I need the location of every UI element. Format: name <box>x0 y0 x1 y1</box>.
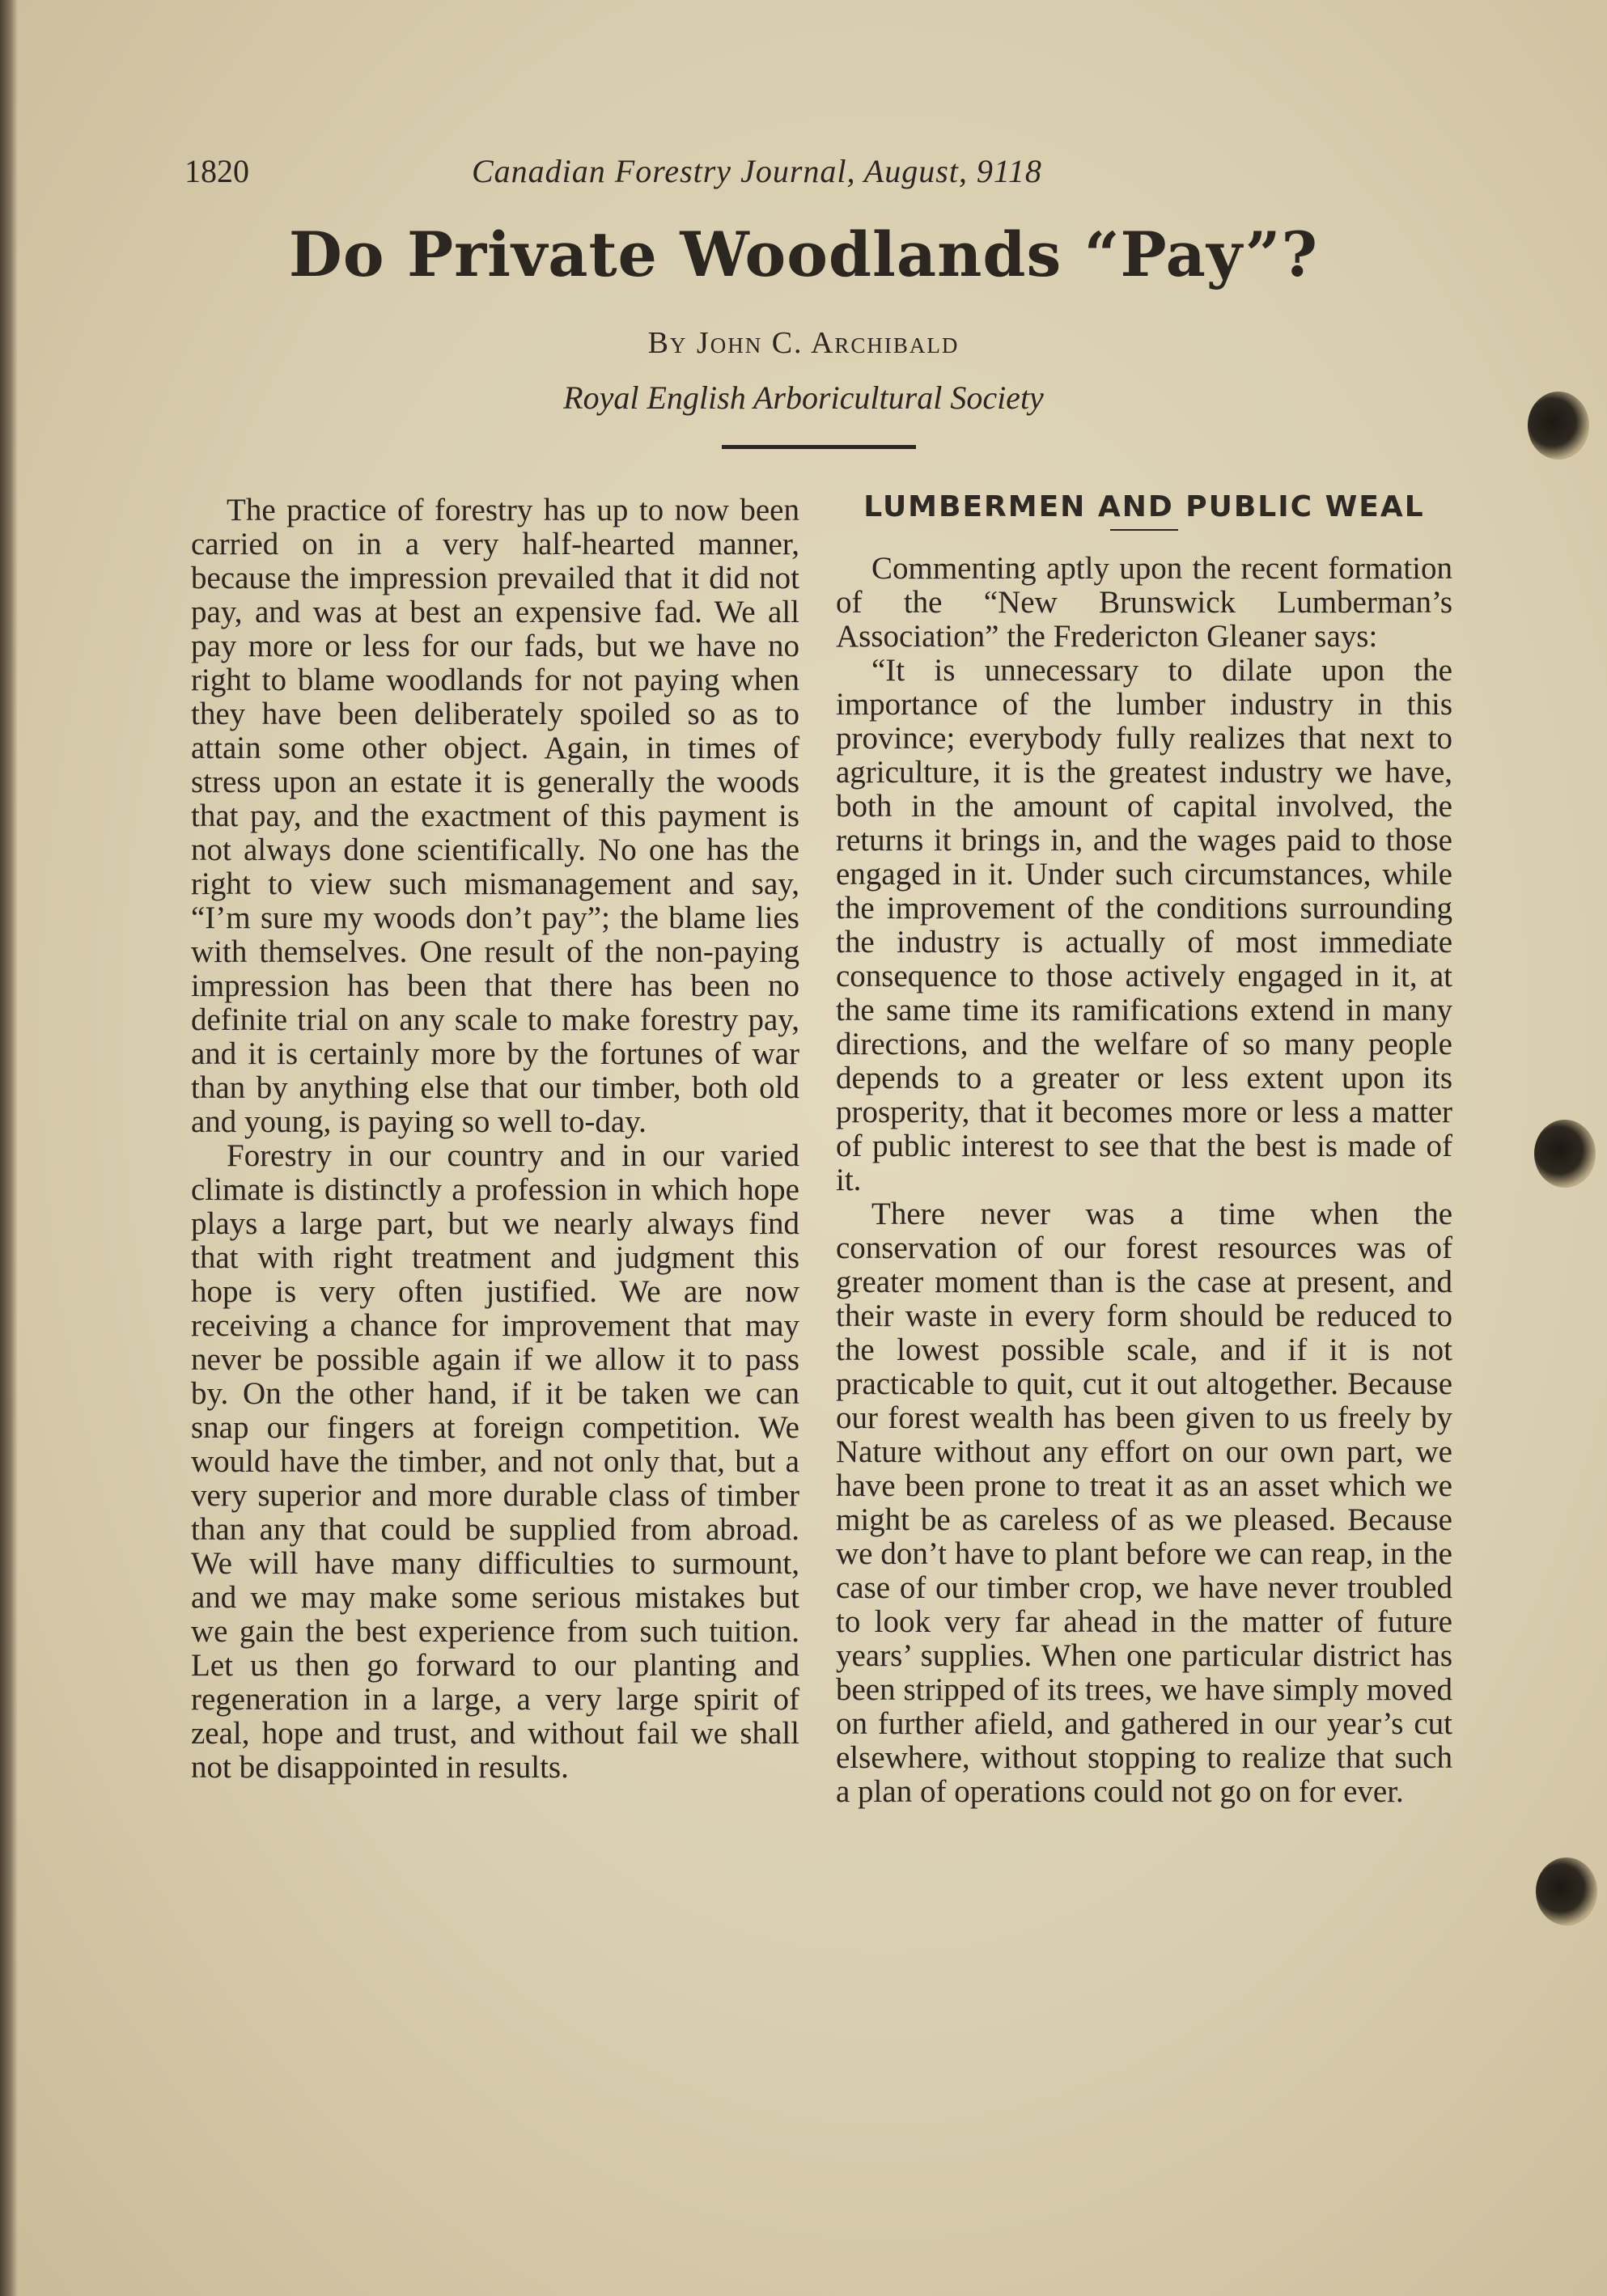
paragraph: Commenting aptly upon the recent formation of the “New Brunswick Lumberman’s Association” the Fredericton Gleaner says: <box>836 551 1452 654</box>
article-title: Do Private Woodlands “Pay”? <box>288 218 1319 290</box>
running-head <box>184 152 1447 201</box>
right-column <box>836 490 1452 1809</box>
binder-hole <box>1536 1858 1597 1925</box>
left-column <box>191 494 799 1785</box>
paragraph: There never was a time when the conservation of our forest resources was of greater moment than is the case at present, and their waste in every form should be reduced to the lowest possible scale, and if it is not practicable to quit, cut it out altogether. Because our forest wealth has been given to us freely by Nature without any effort on our own part, we have been prone to treat it as an asset which we might be as careless of as we pleased. Because we don’t have to plant before we can reap, in the case of our timber crop, we have never troubled to look very far ahead in the matter of future years’ supplies. When one particular district has been stripped of its trees, we have simply moved on further afield, and gathered in our year’s cut elsewhere, without stopping to realize that such a plan of operations could not go on for ever. <box>836 1197 1452 1809</box>
page-number: 1820 <box>184 153 249 189</box>
section-divider <box>1110 529 1178 531</box>
paragraph: “It is unnecessary to dilate upon the importance of the lumber industry in this province; everybody fully realizes that next to agriculture, it is the greatest industry we have, both in the amount of capital involved, the returns it brings in, and the wages paid to those engaged in it. Under such circumstances, while the improvement of the conditions surrounding the industry is actually of most immediate consequence to those actively engaged in it, at the same time its ramifications extend in many directions, and the welfare of so many people depends to a greater or less extent upon its prosperity, that it becomes more or less a matter of public interest to see that the best is made of it. <box>836 653 1452 1197</box>
author-affiliation: Royal English Arboricultural Society <box>563 379 1044 416</box>
binder-hole <box>1534 1120 1596 1188</box>
journal-title: Canadian Forestry Journal, August, 9118 <box>472 153 1042 189</box>
paragraph: The practice of forestry has up to now been carried on in a very half-hearted manner, because the impression prevailed that it did not pay, and was at best an expensive fad. We all pay more or less for our fads, but we have no right to blame woodlands for not paying when they have been deliberately spoiled so as to attain some other object. Again, in times of stress upon an estate it is generally the woods that pay, and the exactment of this payment is not always done scientifically. No one has the right to view such mismanagement and say, “I’m sure my woods don’t pay”; the blame lies with themselves. One result of the non-paying impression has been that there has been no definite trial on any scale to make forestry pay, and it is certainly more by the fortunes of war than by anything else that our timber, both old and young, is paying so well to-day. <box>191 493 799 1139</box>
paragraph: Forestry in our country and in our varied climate is distinctly a profession in which hope plays a large part, but we nearly always find that with right treatment and judgment this hope is very often justified. We are now receiving a chance for improvement that may never be possible again if we allow it to pass by. On the other hand, if it be taken we can snap our fingers at foreign competition. We would have the timber, and not only that, but a very superior and more durable class of timber than any that could be supplied from abroad. We will have many difficulties to surmount, and we may make some serious mistakes but we gain the best experience from such tuition. Let us then go forward to our planting and regeneration in a large, a very large spirit of zeal, hope and trust, and without fail we shall not be disappointed in results. <box>191 1138 799 1785</box>
title-divider <box>722 445 916 449</box>
article-byline: By John C. Archibald <box>647 326 960 360</box>
section-heading: LUMBERMEN AND PUBLIC WEAL <box>863 490 1425 523</box>
